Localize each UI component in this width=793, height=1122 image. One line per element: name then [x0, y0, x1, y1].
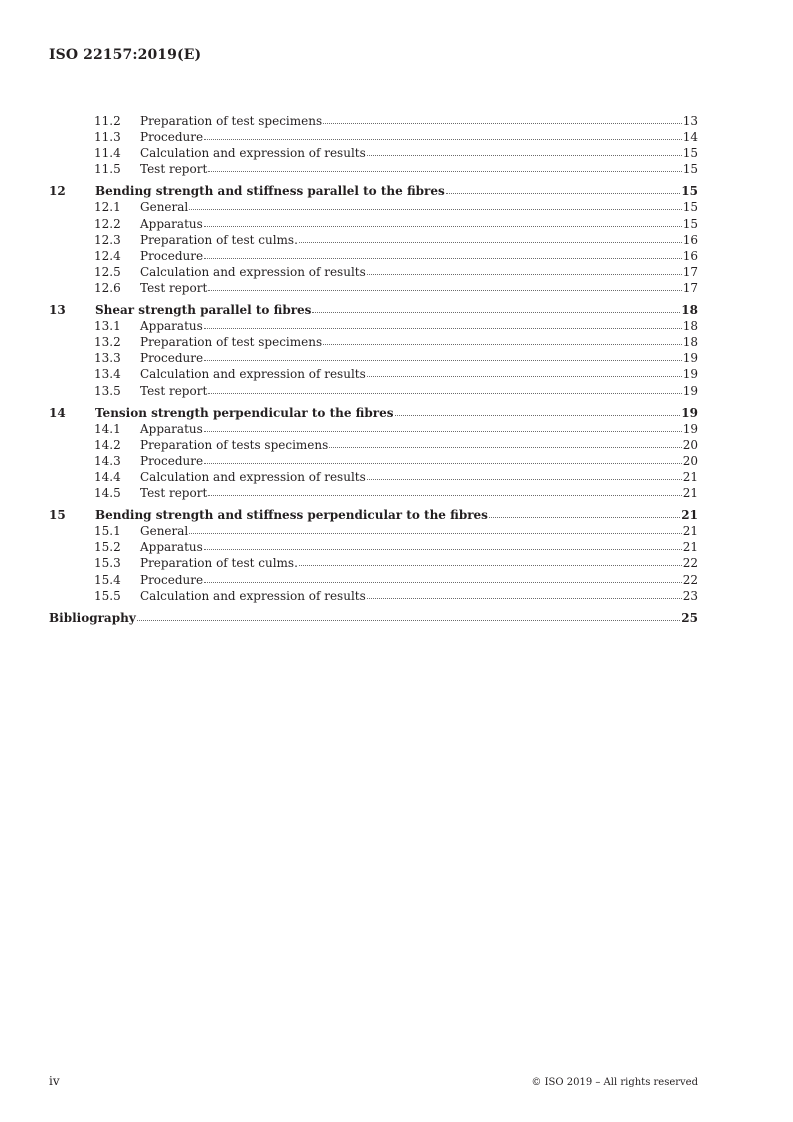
toc-entry-title: Apparatus [140, 216, 203, 231]
toc-entry-page: 15 [682, 216, 698, 231]
dot-leader [312, 311, 680, 313]
toc-entry-page: 20 [682, 437, 698, 452]
toc-entry-title: Procedure [140, 130, 204, 145]
toc-entry-page: 17 [682, 280, 698, 295]
dot-leader [208, 392, 681, 394]
toc-entry-title: Calculation and expression of results [140, 588, 366, 603]
dot-leader [299, 564, 682, 566]
dot-leader [204, 225, 682, 227]
dot-leader [204, 462, 682, 464]
toc-entry-title: Procedure [140, 453, 204, 468]
toc-entry[interactable] [49, 318, 698, 334]
toc-entry-number: 12.3 [94, 232, 121, 247]
toc-entry-page: 21 [681, 508, 698, 523]
dot-leader [204, 138, 682, 140]
toc-entry[interactable] [49, 113, 698, 129]
toc-entry-number: 11.3 [94, 130, 121, 145]
toc-entry-title: Calculation and expression of results [140, 146, 366, 161]
toc-entry-number: 13.5 [94, 383, 121, 398]
toc-entry-title: Preparation of test specimens [140, 114, 323, 128]
dot-leader [367, 597, 682, 599]
toc-entry-title: Apparatus [140, 319, 203, 334]
toc-entry-page: 19 [681, 405, 698, 420]
toc-entry-page: 15 [681, 184, 698, 199]
toc-entry[interactable] [49, 232, 698, 248]
toc-entry[interactable] [49, 280, 698, 296]
toc-entry-page: 16 [682, 232, 698, 247]
dot-leader [204, 548, 682, 550]
toc-entry-page: 20 [682, 453, 698, 468]
toc-entry-title: Tension strength perpendicular to the fibres [95, 405, 394, 420]
toc-entry-number: 14.5 [94, 486, 121, 501]
toc-entry-page: 19 [682, 351, 698, 366]
toc-entry[interactable] [49, 485, 698, 501]
toc-entry-title: Preparation of test culms. [140, 232, 298, 247]
toc-entry-title: Preparation of tests specimens [140, 437, 329, 452]
toc-entry-number: 11.2 [94, 114, 121, 128]
toc-entry-number: 12.2 [94, 216, 121, 231]
dot-leader [189, 208, 681, 210]
toc-entry[interactable] [49, 555, 698, 571]
toc-entry-number: 13.3 [94, 351, 121, 366]
toc-entry-page: 14 [682, 130, 698, 145]
dot-leader [189, 532, 681, 534]
dot-leader [204, 430, 682, 432]
toc-entry[interactable] [49, 588, 698, 604]
toc-entry-title: Test report [140, 162, 208, 177]
toc-entry-number: 13.2 [94, 335, 121, 350]
toc-entry-title: Apparatus [140, 421, 203, 436]
toc-entry[interactable] [49, 366, 698, 382]
toc-entry-number: 14.1 [94, 421, 121, 436]
toc-entry[interactable] [49, 523, 698, 539]
dot-leader [489, 516, 680, 518]
toc-entry-page: 15 [682, 200, 698, 215]
toc-entry-number: 15 [49, 508, 66, 523]
document-header: ISO 22157:2019(E) [49, 47, 202, 63]
toc-entry-number: 13.1 [94, 319, 121, 334]
toc-entry-number: 15.3 [94, 556, 121, 571]
toc-entry-title: Procedure [140, 351, 204, 366]
toc-entry-number: 12.1 [94, 200, 121, 215]
toc-entry-title: Calculation and expression of results [140, 367, 366, 382]
copyright-notice: © ISO 2019 – All rights reserved [531, 1077, 698, 1088]
toc-entry[interactable] [49, 539, 698, 555]
dot-leader [446, 192, 681, 194]
dot-leader [323, 343, 682, 345]
dot-leader [204, 257, 682, 259]
toc-entry[interactable] [49, 199, 698, 215]
toc-entry-title: Calculation and expression of results [140, 469, 366, 484]
toc-entry[interactable] [49, 264, 698, 280]
toc-entry[interactable] [49, 507, 698, 523]
toc-entry-number: 12.6 [94, 280, 121, 295]
dot-leader [367, 154, 682, 156]
dot-leader [208, 170, 681, 172]
toc-entry-page: 18 [681, 303, 698, 318]
toc-entry-number: 14.4 [94, 469, 121, 484]
toc-entry[interactable] [49, 183, 698, 199]
toc-entry-number: 14.2 [94, 437, 121, 452]
dot-leader [204, 359, 682, 361]
toc-entry-number: 13.4 [94, 367, 121, 382]
toc-entry-page: 19 [682, 383, 698, 398]
toc-entry-title: Bending strength and stiffness perpendicular to the fibres [95, 508, 488, 523]
toc-entry[interactable] [49, 469, 698, 485]
toc-entry-title: Bending strength and stiffness parallel to the fibres [95, 184, 445, 199]
toc-entry[interactable] [49, 302, 698, 318]
toc-entry-number: 15.2 [94, 540, 121, 555]
toc-entry-number: 12 [49, 184, 66, 199]
toc-entry-title: Procedure [140, 572, 204, 587]
toc-entry-page: 19 [682, 367, 698, 382]
dot-leader [204, 581, 682, 583]
toc-entry-page: 13 [682, 114, 698, 128]
toc-entry[interactable] [49, 405, 698, 421]
dot-leader [137, 619, 681, 621]
toc-entry[interactable] [49, 145, 698, 161]
toc-entry-page: 16 [682, 248, 698, 263]
toc-entry[interactable] [49, 383, 698, 399]
toc-entry[interactable] [49, 248, 698, 264]
toc-entry-page: 18 [682, 319, 698, 334]
toc-entry-number: 12.5 [94, 264, 121, 279]
toc-entry-number: 12.4 [94, 248, 121, 263]
dot-leader [208, 289, 681, 291]
dot-leader [367, 375, 682, 377]
toc-entry-title: Apparatus [140, 540, 203, 555]
toc-entry-number: 14.3 [94, 453, 121, 468]
page-footer [49, 1074, 698, 1088]
toc-entry-number: 11.4 [94, 146, 121, 161]
toc-entry[interactable] [49, 421, 698, 437]
toc-entry-title: Preparation of test culms. [140, 556, 298, 571]
toc-entry-page: 21 [682, 524, 698, 539]
toc-entry-page: 18 [682, 335, 698, 350]
toc-entry-page: 17 [682, 264, 698, 279]
toc-entry[interactable] [49, 350, 698, 366]
toc-entry-number: 15.1 [94, 524, 121, 539]
toc-entry-number: 11.5 [94, 162, 121, 177]
toc-entry[interactable] [49, 161, 698, 177]
toc-entry-title: Calculation and expression of results [140, 264, 366, 279]
toc-entry-title: Preparation of test specimens [140, 335, 323, 350]
toc-entry-page: 15 [682, 146, 698, 161]
page-numeral: iv [49, 1074, 60, 1088]
toc-entry-title: Procedure [140, 248, 204, 263]
toc-entry[interactable] [49, 453, 698, 469]
toc-entry-number: 15.5 [94, 588, 121, 603]
toc-entry-page: 15 [682, 162, 698, 177]
dot-leader [299, 241, 682, 243]
dot-leader [367, 273, 682, 275]
toc-entry-page: 22 [682, 556, 698, 571]
dot-leader [329, 446, 681, 448]
toc-entry-page: 25 [681, 610, 698, 625]
dot-leader [323, 122, 682, 124]
toc-entry[interactable] [49, 610, 698, 626]
table-of-contents [49, 113, 698, 626]
toc-entry-title: Test report [140, 383, 208, 398]
toc-entry-title: General [140, 200, 189, 215]
dot-leader [208, 494, 681, 496]
toc-entry-title: Shear strength parallel to fibres [95, 303, 312, 318]
toc-entry[interactable] [49, 334, 698, 350]
toc-entry-number: 14 [49, 405, 66, 420]
dot-leader [395, 414, 681, 416]
toc-entry-page: 23 [682, 588, 698, 603]
toc-entry-number: 15.4 [94, 572, 121, 587]
toc-entry-page: 21 [682, 469, 698, 484]
toc-entry[interactable] [49, 216, 698, 232]
toc-entry-page: 21 [682, 486, 698, 501]
toc-entry-title: Bibliography [49, 610, 136, 625]
toc-entry-page: 19 [682, 421, 698, 436]
dot-leader [204, 327, 682, 329]
toc-entry[interactable] [49, 437, 698, 453]
dot-leader [367, 478, 682, 480]
toc-entry-number: 13 [49, 303, 66, 318]
toc-entry-title: Test report [140, 280, 208, 295]
toc-entry[interactable] [49, 572, 698, 588]
toc-entry[interactable] [49, 129, 698, 145]
toc-entry-title: General [140, 524, 189, 539]
toc-entry-page: 21 [682, 540, 698, 555]
toc-entry-page: 22 [682, 572, 698, 587]
toc-entry-title: Test report [140, 486, 208, 501]
